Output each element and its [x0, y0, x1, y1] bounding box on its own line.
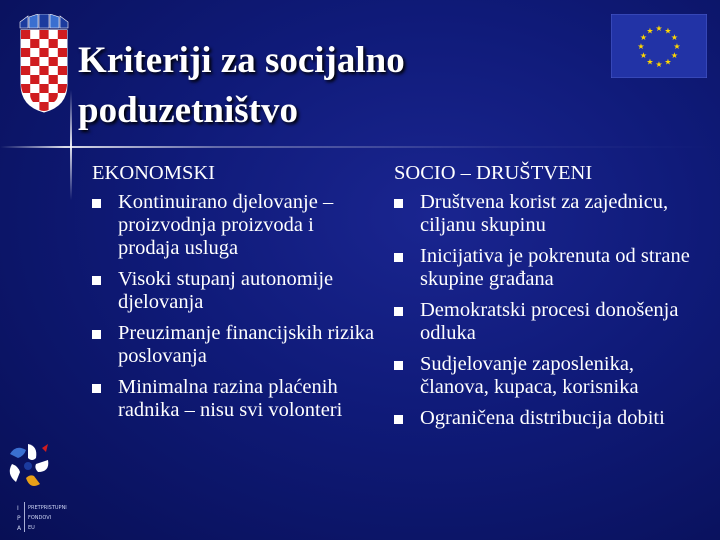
- svg-text:★: ★: [639, 51, 648, 60]
- square-bullet-icon: [394, 415, 403, 424]
- list-item-text: Visoki stupanj autonomije djelovanja: [118, 268, 334, 313]
- list-item-text: Kontinuirano djelovanje – proizvodnja proizvoda i prodaja usluga: [118, 191, 334, 259]
- ipa-logo-letter-p: P: [17, 515, 21, 522]
- list-item: [394, 299, 706, 345]
- list-item-text: Društvena korist za zajednicu, ciljanu skupinu: [420, 191, 669, 236]
- svg-text:★: ★: [664, 57, 672, 67]
- list-item-text: Sudjelovanje zaposlenika, članova, kupaca, korisnika: [420, 353, 639, 398]
- svg-text:EU: EU: [28, 525, 35, 531]
- ipa-logo-letter-i: I: [17, 505, 19, 512]
- square-bullet-icon: [394, 253, 403, 262]
- list-item: [394, 191, 706, 237]
- svg-text:★: ★: [655, 24, 663, 33]
- list-item: [92, 322, 377, 368]
- svg-text:★: ★: [646, 57, 654, 67]
- list-item: [394, 245, 706, 291]
- svg-text:★: ★: [639, 33, 648, 42]
- list-item-text: Demokratski procesi donošenja odluka: [420, 299, 679, 344]
- eu-flag-icon: [611, 14, 707, 78]
- list-item: [92, 268, 377, 314]
- economic-criteria-list: [92, 191, 377, 422]
- economic-heading: EKONOMSKI: [92, 162, 215, 184]
- economic-criteria-column: [92, 162, 377, 430]
- svg-text:★: ★: [670, 51, 679, 60]
- svg-text:PRETPRISTUPNI: PRETPRISTUPNI: [28, 505, 67, 511]
- square-bullet-icon: [394, 199, 403, 208]
- svg-text:★: ★: [637, 42, 645, 51]
- socio-social-criteria-column: [394, 162, 706, 438]
- list-item: [92, 191, 377, 260]
- list-item: [394, 353, 706, 399]
- svg-text:★: ★: [664, 26, 672, 36]
- socio-social-criteria-list: [394, 191, 706, 430]
- slide-title: [78, 36, 578, 136]
- list-item: [394, 407, 706, 430]
- list-item-text: Preuzimanje financijskih rizika poslovanja: [118, 322, 375, 367]
- decorative-vertical-line: [70, 90, 72, 200]
- square-bullet-icon: [92, 199, 101, 208]
- ipa-logo-letter-a: A: [17, 525, 22, 532]
- svg-text:★: ★: [673, 42, 681, 51]
- svg-text:★: ★: [655, 60, 663, 69]
- list-item-text: Inicijativa je pokrenuta od strane skupine građana: [420, 245, 690, 290]
- square-bullet-icon: [394, 307, 403, 316]
- svg-text:FONDOVI: FONDOVI: [28, 515, 52, 521]
- list-item-text: Ograničena distribucija dobiti: [420, 407, 665, 429]
- croatian-coat-of-arms-icon: [18, 14, 70, 114]
- list-item: [92, 376, 377, 422]
- list-item-text: Minimalna razina plaćenih radnika – nisu svi volonteri: [118, 376, 343, 421]
- title-line-2: poduzetništvo: [78, 90, 298, 131]
- square-bullet-icon: [92, 330, 101, 339]
- square-bullet-icon: [92, 276, 101, 285]
- title-line-1: Kriteriji za socijalno: [78, 40, 405, 81]
- square-bullet-icon: [394, 361, 403, 370]
- ipa-logo-icon: [2, 436, 70, 536]
- svg-text:★: ★: [670, 33, 679, 42]
- socio-social-heading: SOCIO – DRUŠTVENI: [394, 162, 593, 184]
- square-bullet-icon: [92, 384, 101, 393]
- decorative-horizontal-line: [0, 146, 720, 148]
- svg-text:★: ★: [646, 26, 654, 36]
